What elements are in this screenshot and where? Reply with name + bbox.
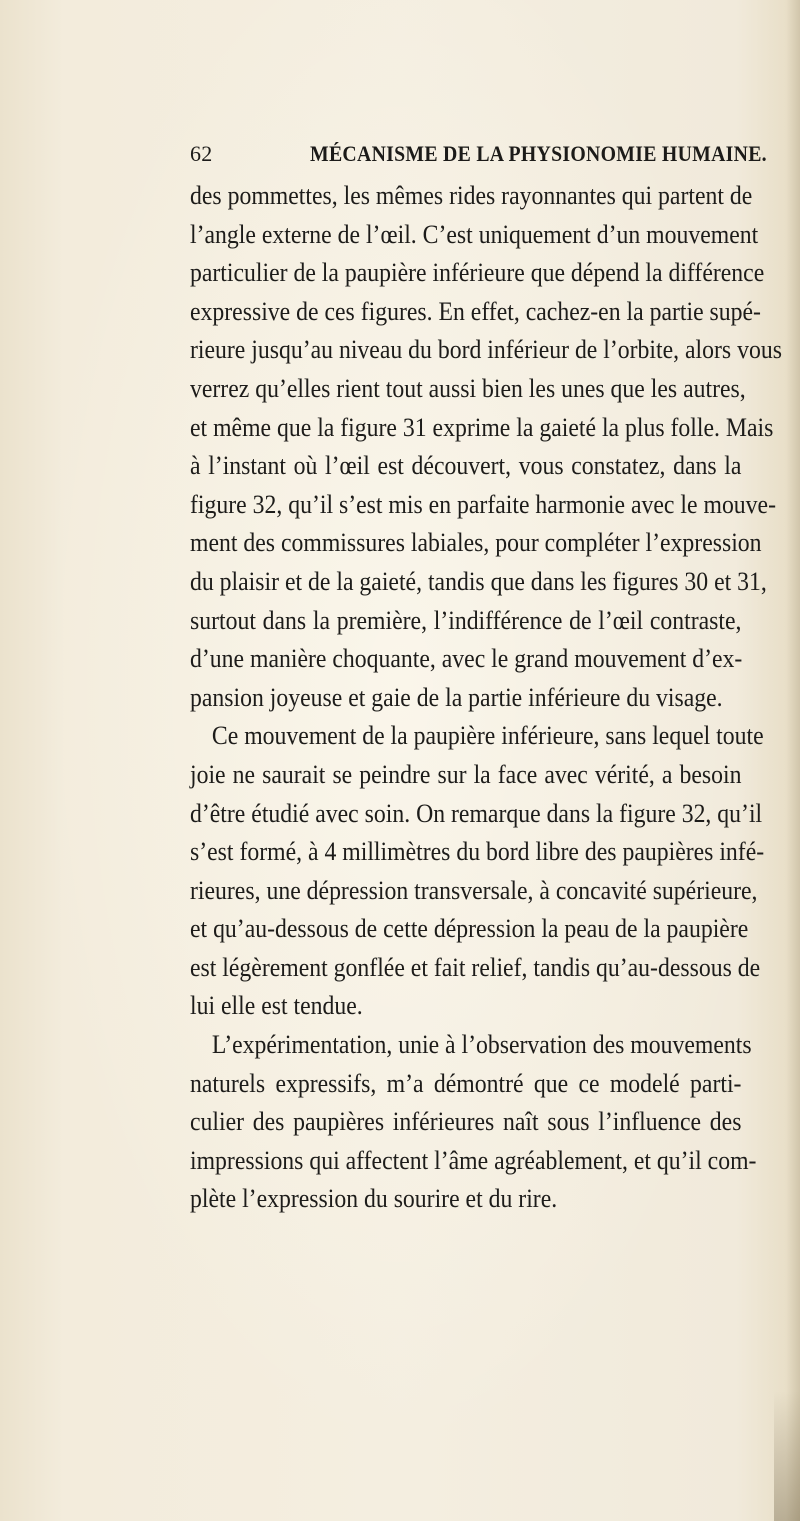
text-line: lui elle est tendue. bbox=[190, 991, 363, 1021]
text-line: plète l’expression du sourire et du rire. bbox=[190, 1184, 558, 1214]
text-line: figure 32, qu’il s’est mis en parfaite harmonie avec le mouve- bbox=[190, 489, 776, 519]
text-line: culier des paupières inférieures naît sous l’influence des bbox=[190, 1107, 742, 1137]
text-line: joie ne saurait se peindre sur la face avec vérité, a besoin bbox=[190, 759, 742, 789]
text-line: verrez qu’elles rient tout aussi bien les unes que les autres, bbox=[190, 373, 746, 403]
text-line: impressions qui affectent l’âme agréablement, et qu’il com- bbox=[190, 1145, 757, 1175]
text-line: et qu’au-dessous de cette dépression la peau de la paupière bbox=[190, 914, 749, 944]
page-number: 62 bbox=[190, 141, 213, 166]
text-line: est légèrement gonflée et fait relief, tandis qu’au-dessous de bbox=[190, 952, 761, 982]
text-line: d’être étudié avec soin. On remarque dans la figure 32, qu’il bbox=[190, 798, 763, 828]
text-line: s’est formé, à 4 millimètres du bord libre des paupières infé- bbox=[190, 837, 765, 867]
text-line: et même que la figure 31 exprime la gaieté la plus folle. Mais bbox=[190, 412, 774, 442]
text-line: ment des commissures labiales, pour compléter l’expression bbox=[190, 528, 762, 558]
text-line: d’une manière choquante, avec le grand mouvement d’ex- bbox=[190, 644, 743, 674]
text-line: à l’instant où l’œil est découvert, vous constatez, dans la bbox=[190, 451, 742, 481]
text-line: rieure jusqu’au niveau du bord inférieur de l’orbite, alors vous bbox=[190, 335, 782, 365]
text-line: l’angle externe de l’œil. C’est uniquement d’un mouvement bbox=[190, 219, 759, 249]
text-line: rieures, une dépression transversale, à concavité supérieure, bbox=[190, 875, 758, 905]
page-edge-shadow bbox=[786, 0, 800, 1521]
body-text bbox=[190, 177, 782, 1219]
text-line: des pommettes, les mêmes rides rayonnantes qui partent de bbox=[190, 181, 753, 210]
text-line: naturels expressifs, m’a démontré que ce modelé parti- bbox=[190, 1068, 742, 1098]
text-line: expressive de ces figures. En effet, cachez-en la partie supé- bbox=[190, 296, 761, 326]
text-line: surtout dans la première, l’indifférence de l’œil contraste, bbox=[190, 605, 742, 635]
paragraph-first-line: L’expérimentation, unie à l’observation des mouvements bbox=[211, 1030, 752, 1060]
running-head: MÉCANISME DE LA PHYSIONOMIE HUMAINE. bbox=[310, 141, 767, 166]
text-line: pansion joyeuse et gaie de la partie inférieure du visage. bbox=[190, 682, 723, 712]
page-header bbox=[190, 141, 767, 171]
text-line: du plaisir et de la gaieté, tandis que dans les figures 30 et 31, bbox=[190, 566, 767, 596]
paragraph-first-line: Ce mouvement de la paupière inférieure, sans lequel toute bbox=[211, 721, 764, 751]
page-corner-shadow bbox=[774, 1391, 800, 1521]
text-line: particulier de la paupière inférieure que dépend la différence bbox=[190, 258, 765, 288]
